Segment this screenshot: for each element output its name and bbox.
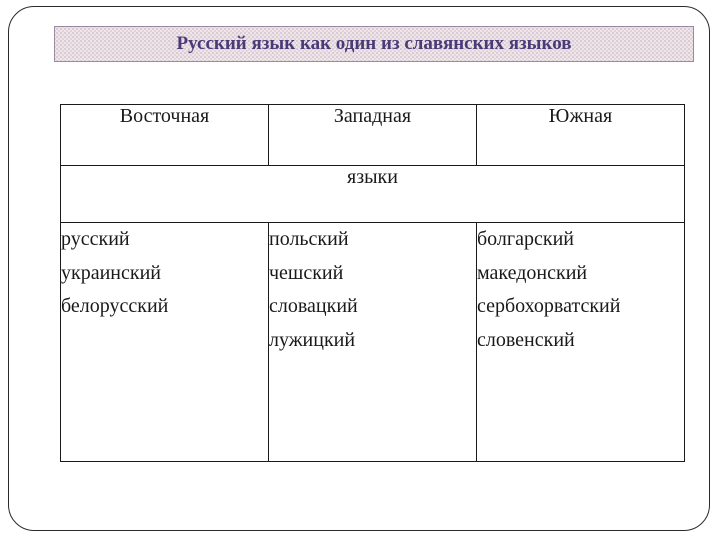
- subheader-row: [61, 166, 685, 223]
- language-item: белорусский: [61, 295, 169, 317]
- language-item: болгарский: [477, 228, 574, 250]
- languages-row: [61, 223, 685, 462]
- language-item: сербохорватский: [477, 295, 621, 317]
- page-title: Русский язык как один из славянских языков: [176, 33, 572, 54]
- language-item: словенский: [477, 328, 575, 351]
- west-languages-cell: [269, 223, 477, 462]
- language-item: лужицкий: [269, 328, 356, 351]
- language-item: украинский: [61, 261, 161, 284]
- header-south: Южная: [477, 105, 685, 166]
- subheader-cell: языки: [61, 166, 685, 223]
- title-banner: [54, 26, 694, 62]
- language-item: словацкий: [269, 295, 358, 317]
- languages-table: [60, 104, 685, 462]
- language-item: польский: [269, 228, 349, 250]
- header-east: Восточная: [61, 105, 269, 166]
- south-languages-cell: [477, 223, 685, 462]
- header-west: Западная: [269, 105, 477, 166]
- header-row: [61, 105, 685, 166]
- language-item: чешский: [269, 261, 344, 284]
- language-item: русский: [61, 228, 130, 250]
- east-languages-cell: [61, 223, 269, 462]
- language-item: македонский: [477, 261, 588, 284]
